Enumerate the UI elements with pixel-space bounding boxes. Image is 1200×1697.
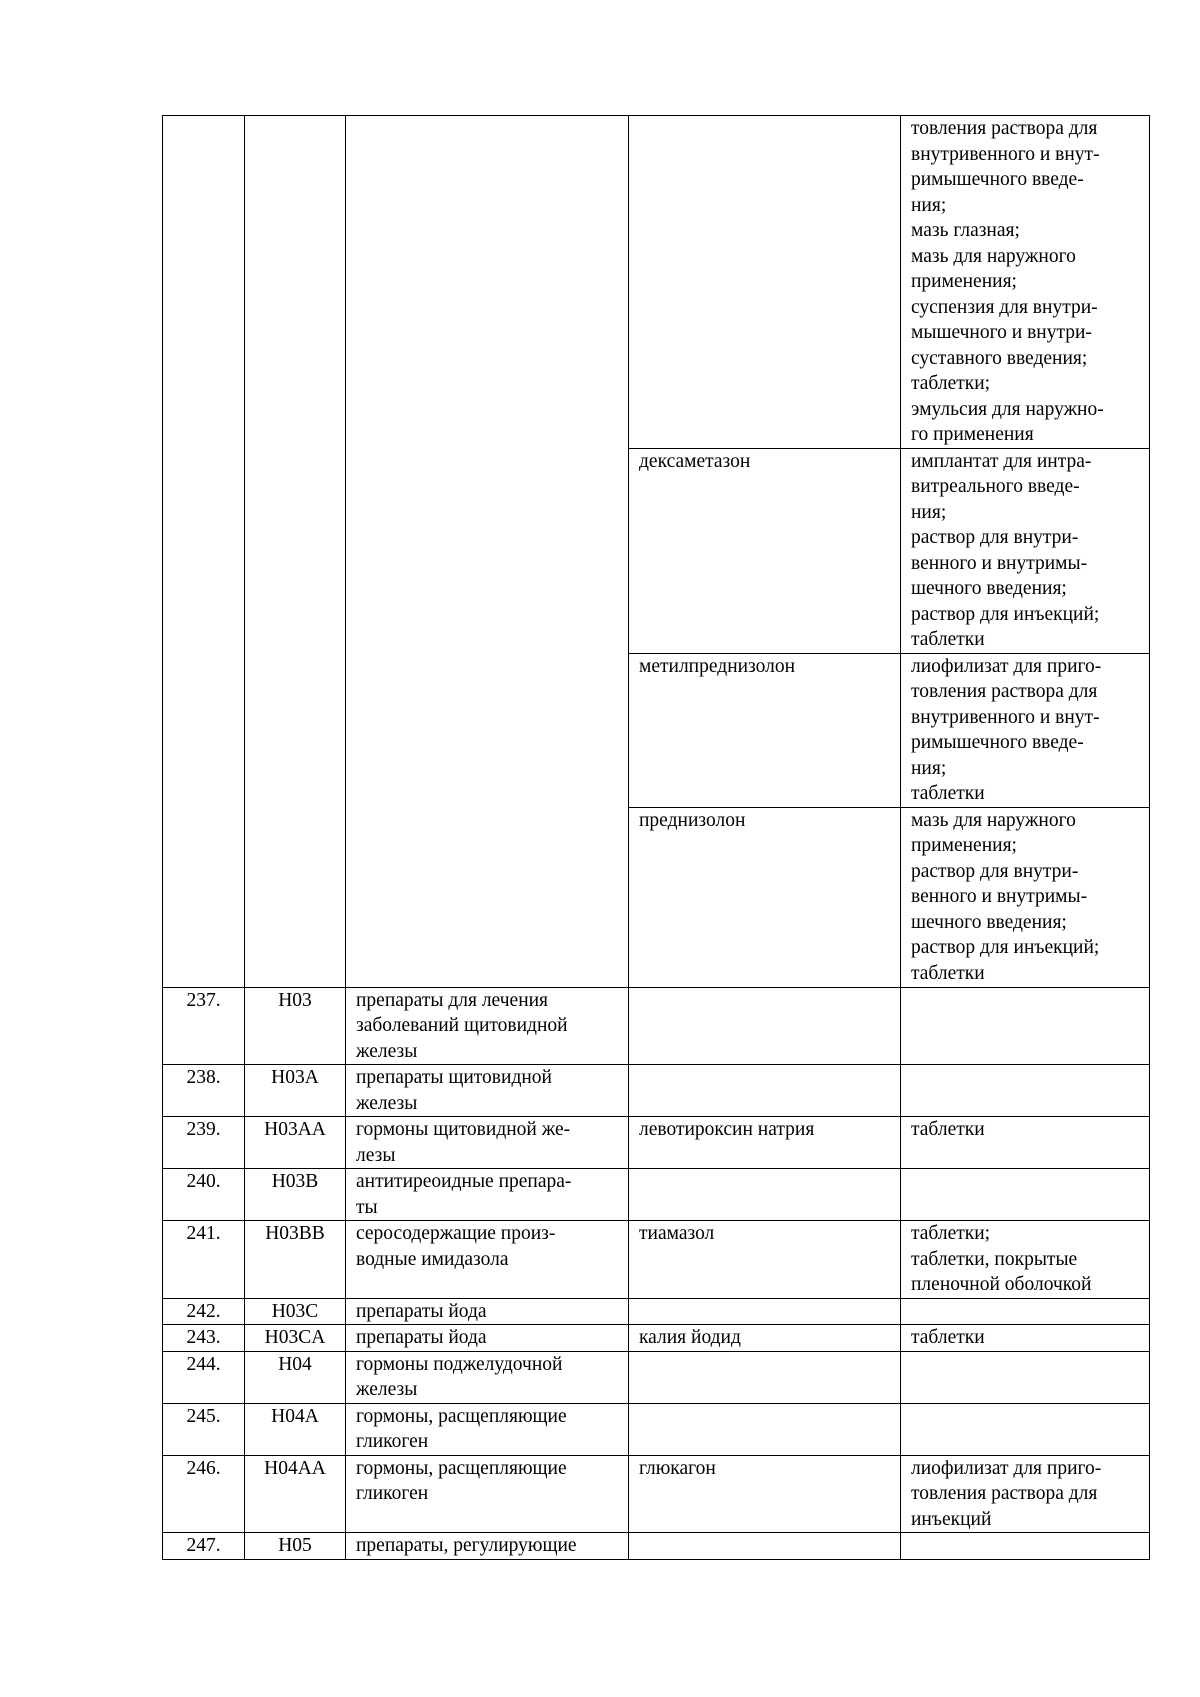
- dosage-form-cell: [901, 1533, 1150, 1560]
- dosage-form-cell: [901, 1403, 1150, 1455]
- drug-name-cell: тиамазол: [629, 1221, 901, 1299]
- row-number-cell: 240.: [163, 1169, 245, 1221]
- atc-code-cell: H03A: [245, 1065, 346, 1117]
- atc-code-cell: H03CA: [245, 1325, 346, 1352]
- row-number-cell: 246.: [163, 1455, 245, 1533]
- row-number-cell: 244.: [163, 1351, 245, 1403]
- drug-name-cell: [629, 116, 901, 449]
- row-number-cell: 242.: [163, 1298, 245, 1325]
- atc-code-cell: H03C: [245, 1298, 346, 1325]
- table-row: [163, 1298, 1150, 1325]
- atc-code-cell: H03BB: [245, 1221, 346, 1299]
- drug-list-table: [162, 115, 1150, 1560]
- drug-name-cell: преднизолон: [629, 807, 901, 987]
- table-row: [163, 1533, 1150, 1560]
- pharmacological-group-cell: гормоны, расщепляющие гликоген: [346, 1403, 629, 1455]
- drug-name-cell: [629, 1169, 901, 1221]
- row-number-cell: 237.: [163, 987, 245, 1065]
- row-number-cell: 243.: [163, 1325, 245, 1352]
- pharmacological-group-cell: препараты йода: [346, 1325, 629, 1352]
- drug-name-cell: [629, 1403, 901, 1455]
- atc-code-cell: H04: [245, 1351, 346, 1403]
- row-number-cell: 241.: [163, 1221, 245, 1299]
- dosage-form-cell: [901, 1169, 1150, 1221]
- drug-name-cell: метилпреднизолон: [629, 653, 901, 807]
- atc-code-cell: H04A: [245, 1403, 346, 1455]
- dosage-form-cell: лиофилизат для приго- товления раствора для инъекций: [901, 1455, 1150, 1533]
- dosage-form-cell: имплантат для интра- витреального введе- ния; раствор для внутри- венного и внутримы- шечного введения; раствор для инъекций; таблетки: [901, 448, 1150, 653]
- drug-name-cell: дексаметазон: [629, 448, 901, 653]
- atc-code-cell: H05: [245, 1533, 346, 1560]
- row-number-cell: 239.: [163, 1117, 245, 1169]
- table-row: [163, 1117, 1150, 1169]
- table-row: [163, 116, 1150, 449]
- pharmacological-group-cell: гормоны щитовидной же- лезы: [346, 1117, 629, 1169]
- dosage-form-cell: лиофилизат для приго- товления раствора для внутривенного и внут- римышечного введе- ния; таблетки: [901, 653, 1150, 807]
- pharmacological-group-cell: препараты, регулирующие: [346, 1533, 629, 1560]
- row-number-cell: 245.: [163, 1403, 245, 1455]
- dosage-form-cell: таблетки; таблетки, покрытые пленочной оболочкой: [901, 1221, 1150, 1299]
- drug-name-cell: [629, 1065, 901, 1117]
- drug-name-cell: глюкагон: [629, 1455, 901, 1533]
- atc-code-cell: H04AA: [245, 1455, 346, 1533]
- drug-name-cell: левотироксин натрия: [629, 1117, 901, 1169]
- table-row: [163, 1455, 1150, 1533]
- atc-code-cell: H03: [245, 987, 346, 1065]
- pharmacological-group-cell: гормоны поджелудочной железы: [346, 1351, 629, 1403]
- drug-name-cell: [629, 1351, 901, 1403]
- drug-name-cell: [629, 1533, 901, 1560]
- drug-name-cell: [629, 987, 901, 1065]
- dosage-form-cell: таблетки: [901, 1325, 1150, 1352]
- drug-name-cell: калия йодид: [629, 1325, 901, 1352]
- atc-code-cell: H03B: [245, 1169, 346, 1221]
- row-number-cell: 238.: [163, 1065, 245, 1117]
- dosage-form-cell: [901, 1065, 1150, 1117]
- pharmacological-group-cell: препараты йода: [346, 1298, 629, 1325]
- table-row: [163, 1403, 1150, 1455]
- table-row: [163, 1169, 1150, 1221]
- table-row: [163, 1221, 1150, 1299]
- table-row: [163, 1325, 1150, 1352]
- drug-name-cell: [629, 1298, 901, 1325]
- dosage-form-cell: [901, 987, 1150, 1065]
- table-row: [163, 987, 1150, 1065]
- dosage-form-cell: [901, 1351, 1150, 1403]
- atc-code-cell: [245, 116, 346, 988]
- dosage-form-cell: [901, 1298, 1150, 1325]
- table-row: [163, 1351, 1150, 1403]
- row-number-cell: 247.: [163, 1533, 245, 1560]
- pharmacological-group-cell: препараты щитовидной железы: [346, 1065, 629, 1117]
- pharmacological-group-cell: [346, 116, 629, 988]
- pharmacological-group-cell: антитиреоидные препара- ты: [346, 1169, 629, 1221]
- atc-code-cell: H03AA: [245, 1117, 346, 1169]
- table-row: [163, 1065, 1150, 1117]
- pharmacological-group-cell: гормоны, расщепляющие гликоген: [346, 1455, 629, 1533]
- dosage-form-cell: мазь для наружного применения; раствор для внутри- венного и внутримы- шечного введения; раствор для инъекций; таблетки: [901, 807, 1150, 987]
- dosage-form-cell: товления раствора для внутривенного и внут- римышечного введе- ния; мазь глазная; мазь для наружного применения; суспензия для внутри- мышечного и внутри- суставного введения; таблетки; эмульсия для наружно- го применения: [901, 116, 1150, 449]
- row-number-cell: [163, 116, 245, 988]
- dosage-form-cell: таблетки: [901, 1117, 1150, 1169]
- pharmacological-group-cell: серосодержащие произ- водные имидазола: [346, 1221, 629, 1299]
- pharmacological-group-cell: препараты для лечения заболеваний щитовидной железы: [346, 987, 629, 1065]
